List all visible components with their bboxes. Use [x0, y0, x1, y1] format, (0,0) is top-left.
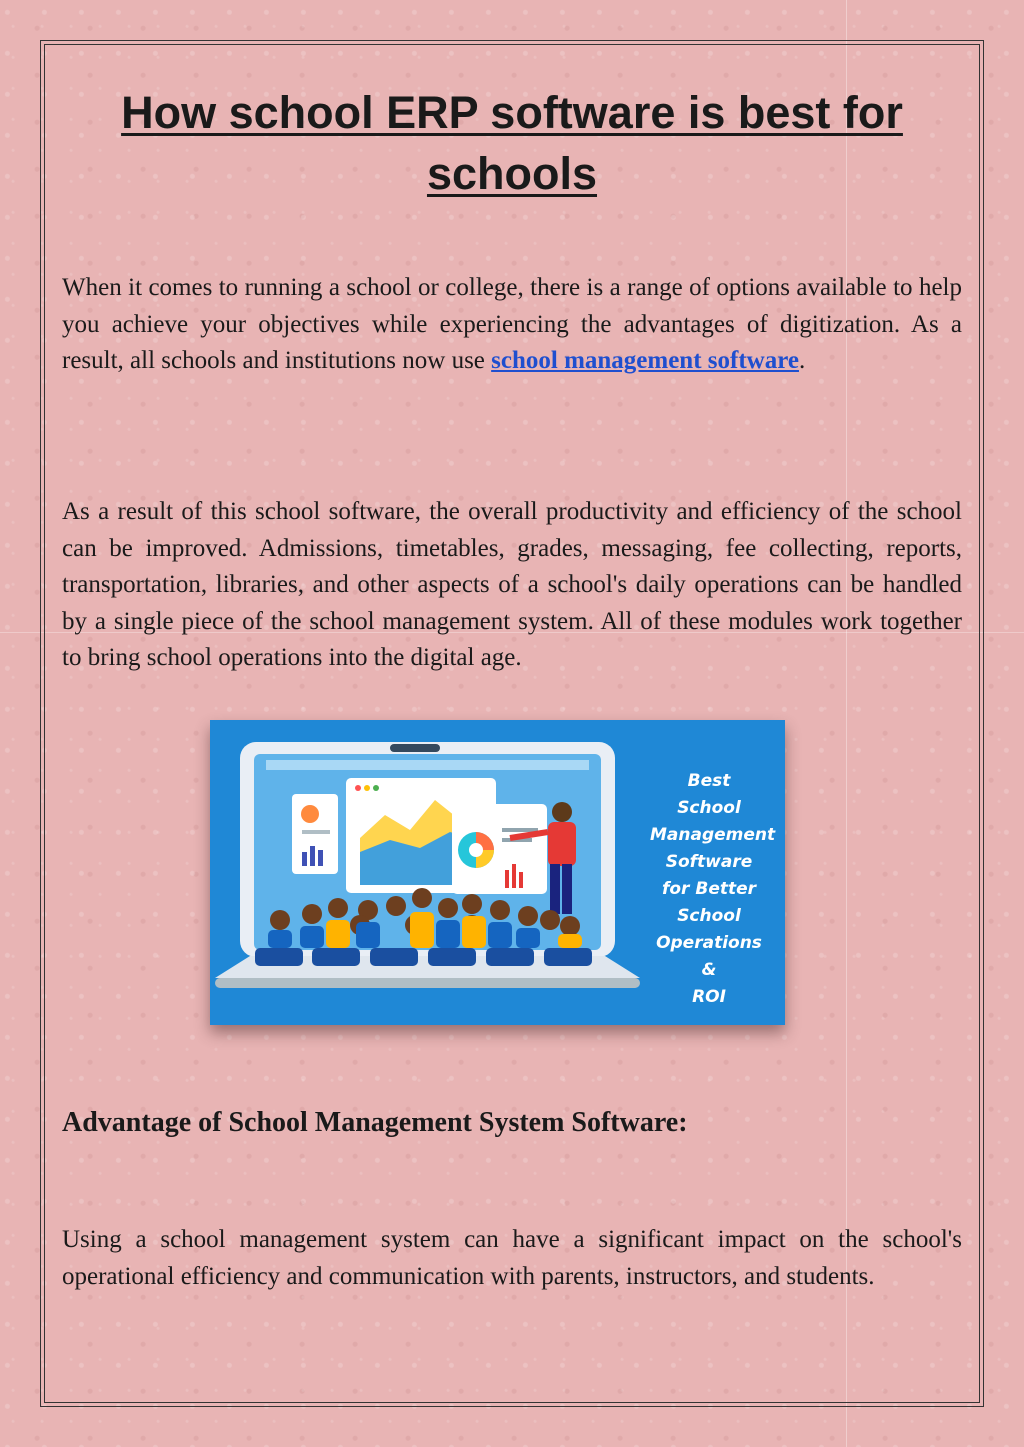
- intro-text-end: .: [798, 347, 806, 374]
- banner-line: School: [677, 906, 741, 926]
- intro-text: When it comes to running a school or college, there is a range of options available to help you achieve your objectives while experiencing the advantages of digitization. As a result, all schools and institutions now use: [62, 274, 962, 374]
- banner-line: School: [677, 798, 741, 818]
- software-banner-image: [210, 720, 785, 1025]
- banner-line: Operations &: [656, 933, 762, 980]
- intro-paragraph: [62, 270, 962, 380]
- banner-line: for Better: [661, 879, 757, 899]
- banner-line: Best: [687, 771, 731, 791]
- banner-caption: [650, 768, 776, 1011]
- banner-line: Management: [650, 825, 776, 845]
- productivity-paragraph: As a result of this school software, the overall productivity and efficiency of the school can be improved. Admissions, timetables, grades, messaging, fee collecting, reports, transportation, libraries, and other aspects of a school's daily operations can be handled by a single piece of the school management system. All of these modules work together to bring school operations into the digital age.: [62, 498, 962, 671]
- banner-line: Software: [665, 852, 753, 872]
- school-management-software-link[interactable]: school management software: [491, 347, 799, 374]
- page-title: How school ERP software is best for schools: [121, 87, 903, 199]
- advantages-heading: Advantage of School Management System Software:: [62, 1107, 688, 1138]
- advantages-paragraph: Using a school management system can have a significant impact on the school's operational efficiency and communication with parents, instructors, and students.: [62, 1226, 962, 1290]
- banner-line: ROI: [692, 987, 726, 1007]
